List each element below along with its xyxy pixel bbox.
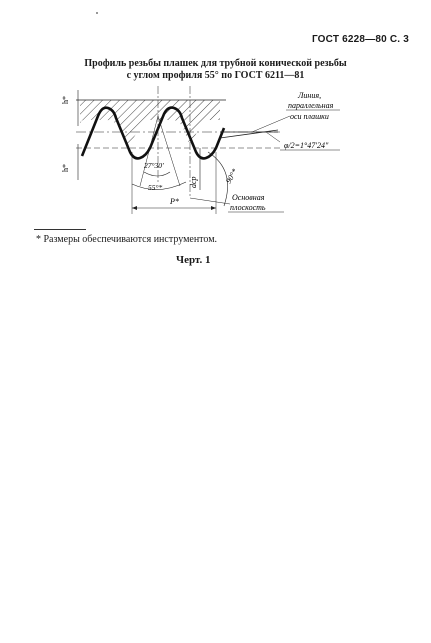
label-line-b: параллельная bbox=[288, 101, 334, 110]
figure-title bbox=[0, 58, 431, 82]
arrow-pitch-right bbox=[211, 206, 216, 210]
label-base-b: плоскость bbox=[230, 203, 266, 212]
arrow-pitch-left bbox=[132, 206, 137, 210]
dim-h-bottom: h* bbox=[61, 164, 70, 172]
label-line-a: Линия, bbox=[298, 91, 322, 100]
thread-profile-drawing bbox=[40, 86, 340, 231]
leader-line-parallel bbox=[252, 116, 290, 132]
angle-arc-half bbox=[144, 172, 170, 176]
label-base-a: Основная bbox=[232, 193, 265, 202]
dim-pitch: P* bbox=[170, 197, 179, 206]
dim-h-top: h* bbox=[61, 96, 70, 104]
title-line-1: Профиль резьбы плашек для трубной конической резьбы bbox=[84, 58, 347, 69]
taper-line bbox=[220, 130, 278, 138]
hatched-material bbox=[80, 100, 220, 148]
thread-profile-svg bbox=[40, 86, 340, 226]
leader-line-base bbox=[190, 198, 230, 204]
page-header: ГОСТ 6228—80 С. 3 bbox=[311, 34, 409, 45]
dim-90: 90°* bbox=[223, 167, 240, 185]
footnote-rule bbox=[34, 229, 86, 230]
flank-ext-1 bbox=[140, 116, 158, 186]
title-line-2: с углом профиля 55° по ГОСТ 6211—81 bbox=[126, 70, 305, 81]
dim-angle-half: 27°30' bbox=[144, 161, 164, 170]
leader-line-taper bbox=[266, 132, 280, 142]
dim-dsr: dср bbox=[189, 176, 198, 188]
footnote: * Размеры обеспечиваются инструментом. bbox=[36, 234, 218, 245]
label-line-c: оси плашки bbox=[290, 112, 329, 121]
scan-dot bbox=[96, 12, 98, 14]
figure-caption: Черт. 1 bbox=[176, 254, 211, 266]
dim-angle-full: 55°* bbox=[148, 183, 163, 192]
label-taper: φ/2=1°47'24" bbox=[284, 141, 329, 150]
